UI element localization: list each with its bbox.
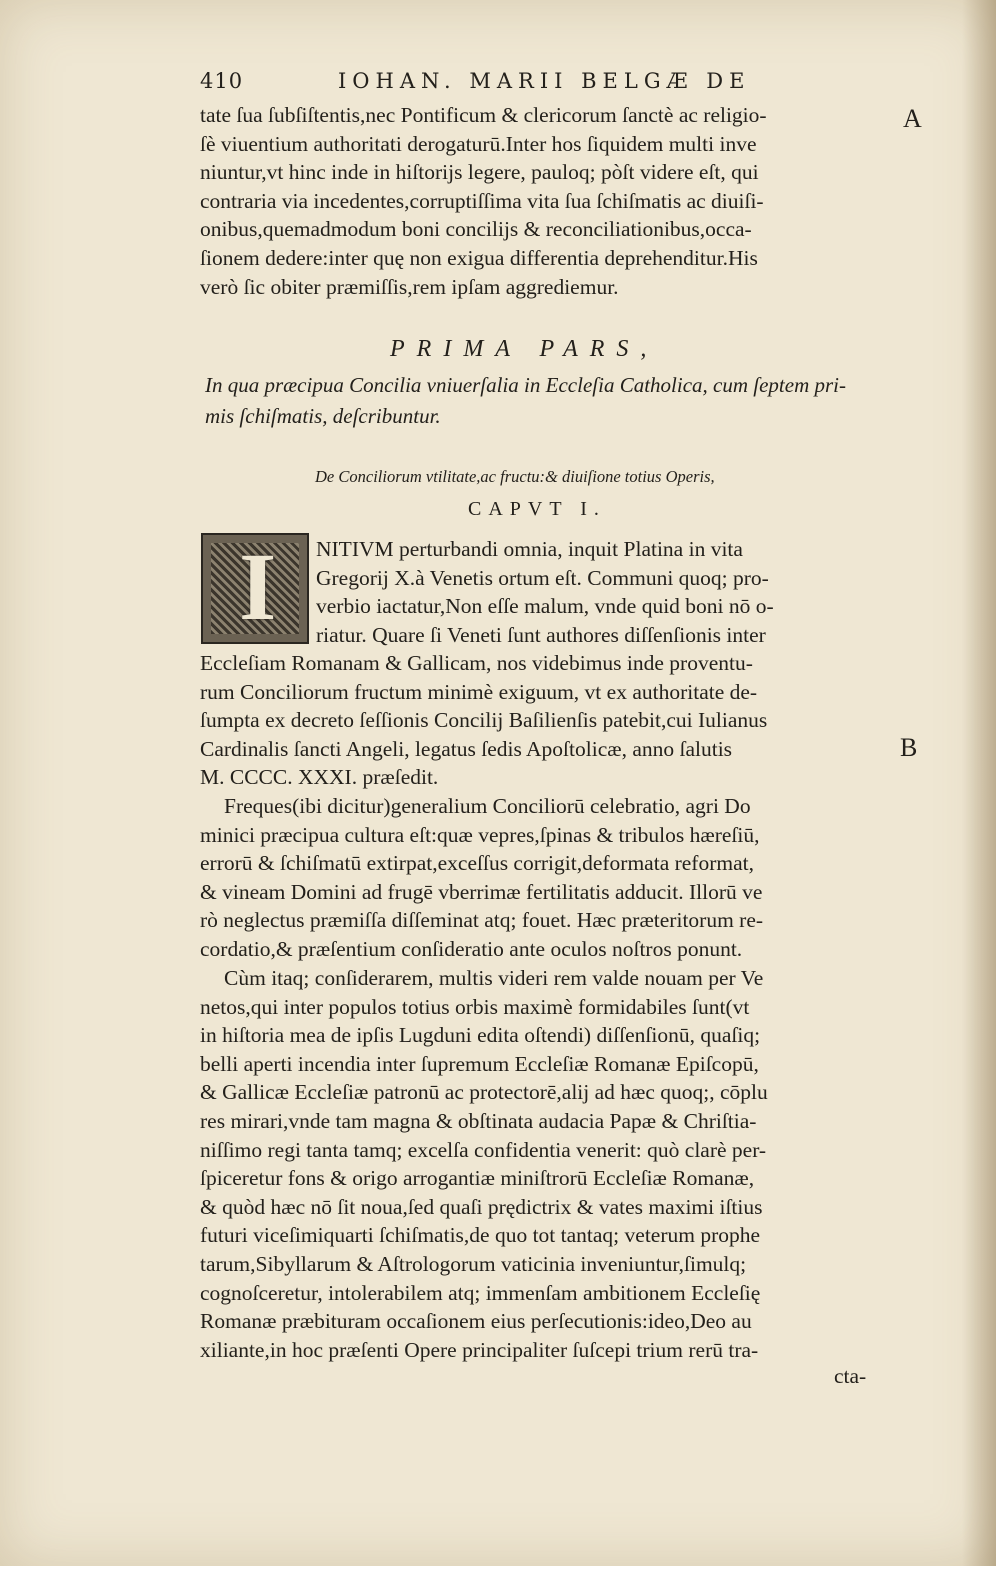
- text-line: cognoſceretur, intolerabilem atq; immenſam ambitionem Eccleſię: [200, 1280, 761, 1305]
- text-line: rò neglectus præmiſſa diſſeminat atq; fouet. Hæc præteritorum re-: [200, 908, 764, 933]
- drop-cap-lines: [316, 535, 884, 649]
- text-line: NITIVM perturbandi omnia, inquit Platina in vita: [316, 537, 743, 561]
- text-line: Eccleſiam Romanam & Gallicam, nos videbimus inde proventu-: [200, 651, 753, 675]
- text-line: netos,qui inter populos totius orbis maximè formidabiles ſunt(vt: [200, 994, 750, 1019]
- text-line: errorū & ſchiſmatū extirpat,exceſſus corrigit,deformata reformat,: [200, 851, 754, 876]
- margin-letter-a: A: [903, 104, 922, 133]
- part-heading: PRIMA PARS,: [390, 336, 659, 362]
- text-line: minici præcipua cultura eſt:quæ vepres,ſpinas & tribulos hæreſiū,: [200, 822, 760, 847]
- text-line: tate ſua ſubſiſtentis,nec Pontificum & clericorum ſanctè ac religio-: [200, 103, 767, 127]
- page-spine-shadow: [962, 0, 996, 1566]
- subtitle-line: mis ſchiſmatis, deſcribuntur.: [205, 404, 441, 428]
- text-line: in hiſtoria mea de ipſis Lugduni edita oſtendi) diſſenſionū, quaſiq;: [200, 1023, 761, 1048]
- text-line: ſpiceretur fons & origo arrogantiæ miniſtrorū Eccleſiæ Romanæ,: [200, 1166, 755, 1191]
- text-line: Gregorij X.à Venetis ortum eſt. Communi quoq; pro-: [316, 565, 769, 590]
- decorated-initial: [201, 533, 309, 644]
- text-line: niſſimo regi tanta tamq; excelſa confidentia venerit: quò clarè per-: [200, 1137, 767, 1162]
- text-line: contraria via incedentes,corruptiſſima vita ſua ſchiſmatis ac diuiſi-: [200, 188, 764, 213]
- text-line: futuri viceſimiquarti ſchiſmatis,de quo tot tantaq; veterum prophe: [200, 1223, 761, 1248]
- text-line: M. CCCC. XXXI. præſedit.: [200, 765, 439, 790]
- text-line: verò ſic obiter præmiſſis,rem ipſam aggrediemur.: [200, 274, 619, 299]
- text-line: tarum,Sibyllarum & Aſtrologorum vaticinia inveniuntur,ſimulq;: [200, 1251, 747, 1276]
- folio-number: 410: [200, 69, 244, 93]
- text-line: & Gallicæ Eccleſiæ patronū ac protectorē,alij ad hæc quoq;, cōplu: [200, 1080, 768, 1105]
- chapter-number: CAPVT I.: [468, 498, 606, 520]
- initial-letter: I: [239, 533, 277, 640]
- paragraph-3: [200, 964, 885, 1364]
- text-line: belli aperti incendia inter ſupremum Eccleſiæ Romanæ Epiſcopū,: [200, 1051, 759, 1076]
- catchword: cta-: [834, 1364, 867, 1388]
- text-line: xiliante,in hoc præſenti Opere principaliter ſuſcepi trium rerū tra-: [200, 1337, 759, 1362]
- text-line: onibus,quemadmodum boni concilijs & reconciliationibus,occa-: [200, 217, 752, 242]
- chapter-title: De Conciliorum vtilitate,ac fructu:& diuiſione totius Operis,: [315, 467, 715, 486]
- text-line: Freques(ibi dicitur)generalium Conciliorū celebratio, agri Do: [224, 794, 751, 818]
- running-title: IOHAN. MARII BELGÆ DE: [338, 69, 751, 93]
- text-line: ſionem dedere:inter quę non exigua differentia deprehenditur.His: [200, 245, 758, 270]
- text-line: & vineam Domini ad frugē vberrimæ fertilitatis adducit. Illorū ve: [200, 879, 763, 904]
- text-line: Cùm itaq; conſiderarem, multis videri rem valde nouam per Ve: [224, 966, 764, 990]
- text-line: riatur. Quare ſi Veneti ſunt authores diſſenſionis inter: [316, 622, 766, 647]
- text-line: ſumpta ex decreto ſeſſionis Concilij Baſilienſis patebit,cui Iulianus: [200, 708, 768, 733]
- text-line: niuntur,vt hinc inde in hiſtorijs legere, pauloq; pòſt videre eſt, qui: [200, 160, 759, 185]
- text-line: & quòd hæc nō ſit noua,ſed quaſi prędictrix & vates maximi iſtius: [200, 1194, 763, 1219]
- paragraph-1: [200, 649, 885, 792]
- text-line: verbio iactatur,Non eſſe malum, vnde quid boni nō o-: [316, 594, 774, 619]
- paragraph-2: [200, 792, 885, 964]
- text-line: Romanæ præbituram occaſionem eius perſecutionis:ideo,Deo au: [200, 1309, 752, 1334]
- text-line: res mirari,vnde tam magna & obſtinata audacia Papæ & Chriſtia-: [200, 1108, 757, 1133]
- intro-paragraph: [200, 101, 885, 301]
- text-line: ſè viuentium authoritati derogaturū.Inter hos ſiquidem multi inve: [200, 131, 757, 156]
- text-line: Cardinalis ſancti Angeli, legatus ſedis Apoſtolicæ, anno ſalutis: [200, 736, 733, 761]
- margin-letter-b: B: [900, 733, 918, 762]
- text-line: cordatio,& præſentium conſideratio ante oculos noſtros ponunt.: [200, 936, 743, 961]
- part-subtitle: [205, 370, 885, 432]
- text-line: rum Conciliorum fructum minimè exiguum, vt ex authoritate de-: [200, 679, 758, 704]
- subtitle-line: In qua præcipua Concilia vniuerſalia in Eccleſia Catholica, cum ſeptem pri-: [205, 373, 846, 397]
